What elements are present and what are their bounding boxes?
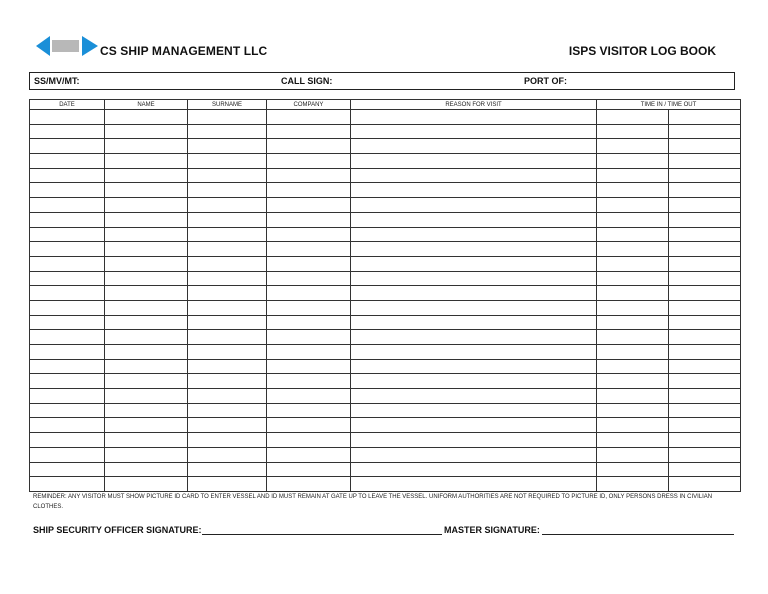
table-row [30, 286, 741, 301]
name-cell[interactable] [105, 462, 188, 477]
table-row [30, 124, 741, 139]
table-row [30, 462, 741, 477]
reason-cell[interactable] [351, 345, 597, 360]
ship-type-label: SS/MV/MT: [34, 76, 80, 86]
sso-signature-blank[interactable] [202, 525, 442, 535]
name-cell[interactable] [105, 168, 188, 183]
company-name: CS SHIP MANAGEMENT LLC [100, 44, 268, 58]
time-in-cell[interactable] [597, 256, 669, 271]
time-out-cell[interactable] [669, 256, 741, 271]
sso-signature-label: SHIP SECURITY OFFICER SIGNATURE: [33, 525, 202, 535]
time-in-cell[interactable] [597, 477, 669, 492]
time-out-cell[interactable] [669, 315, 741, 330]
name-cell[interactable] [105, 477, 188, 492]
reason-cell[interactable] [351, 403, 597, 418]
reason-cell[interactable] [351, 271, 597, 286]
surname-cell[interactable] [188, 212, 267, 227]
surname-cell[interactable] [188, 124, 267, 139]
date-cell[interactable] [30, 124, 105, 139]
company-cell[interactable] [267, 139, 351, 154]
company-cell[interactable] [267, 359, 351, 374]
time-out-cell[interactable] [669, 154, 741, 169]
date-cell[interactable] [30, 359, 105, 374]
col-name-header: NAME [105, 100, 188, 110]
col-date-header: DATE [30, 100, 105, 110]
visitor-log-table [29, 99, 741, 492]
table-row [30, 212, 741, 227]
company-cell[interactable] [267, 198, 351, 213]
time-out-cell[interactable] [669, 403, 741, 418]
time-out-cell[interactable] [669, 242, 741, 257]
date-cell[interactable] [30, 300, 105, 315]
col-time-header: TIME IN / TIME OUT [597, 100, 741, 110]
date-cell[interactable] [30, 212, 105, 227]
table-row [30, 447, 741, 462]
company-cell[interactable] [267, 183, 351, 198]
time-in-cell[interactable] [597, 227, 669, 242]
surname-cell[interactable] [188, 198, 267, 213]
time-in-cell[interactable] [597, 183, 669, 198]
surname-cell[interactable] [188, 242, 267, 257]
surname-cell[interactable] [188, 477, 267, 492]
name-cell[interactable] [105, 300, 188, 315]
time-out-cell[interactable] [669, 110, 741, 125]
surname-cell[interactable] [188, 315, 267, 330]
surname-cell[interactable] [188, 256, 267, 271]
company-cell[interactable] [267, 477, 351, 492]
time-out-cell[interactable] [669, 447, 741, 462]
name-cell[interactable] [105, 403, 188, 418]
date-cell[interactable] [30, 403, 105, 418]
reason-cell[interactable] [351, 447, 597, 462]
surname-cell[interactable] [188, 227, 267, 242]
date-cell[interactable] [30, 227, 105, 242]
name-cell[interactable] [105, 242, 188, 257]
company-cell[interactable] [267, 286, 351, 301]
time-out-cell[interactable] [669, 330, 741, 345]
reason-cell[interactable] [351, 374, 597, 389]
table-row [30, 110, 741, 125]
table-row [30, 183, 741, 198]
signature-line [33, 525, 734, 535]
col-company-header: COMPANY [267, 100, 351, 110]
company-cell[interactable] [267, 227, 351, 242]
name-cell[interactable] [105, 433, 188, 448]
table-row [30, 359, 741, 374]
logo-left-arrow [36, 36, 50, 56]
date-cell[interactable] [30, 154, 105, 169]
company-cell[interactable] [267, 242, 351, 257]
time-in-cell[interactable] [597, 418, 669, 433]
surname-cell[interactable] [188, 418, 267, 433]
date-cell[interactable] [30, 389, 105, 404]
name-cell[interactable] [105, 110, 188, 125]
surname-cell[interactable] [188, 403, 267, 418]
reason-cell[interactable] [351, 198, 597, 213]
name-cell[interactable] [105, 418, 188, 433]
company-cell[interactable] [267, 256, 351, 271]
date-cell[interactable] [30, 271, 105, 286]
name-cell[interactable] [105, 139, 188, 154]
date-cell[interactable] [30, 256, 105, 271]
call-sign-label: CALL SIGN: [281, 76, 333, 86]
company-cell[interactable] [267, 330, 351, 345]
company-cell[interactable] [267, 300, 351, 315]
time-in-cell[interactable] [597, 433, 669, 448]
time-in-cell[interactable] [597, 139, 669, 154]
date-cell[interactable] [30, 374, 105, 389]
reminder-note: REMINDER: ANY VISITOR MUST SHOW PICTURE ID CARD TO ENTER VESSEL AND ID MUST REMAIN AT GATE UP TO LEAVE THE VESSEL. UNIFORM AUTHORITIES ARE NOT REQUIRED TO PICTURE ID, ONLY PERSONS DRESS IN CIVILIAN CLOTHES. [33, 494, 713, 510]
date-cell[interactable] [30, 242, 105, 257]
table-row [30, 345, 741, 360]
time-out-cell[interactable] [669, 124, 741, 139]
time-in-cell[interactable] [597, 345, 669, 360]
time-in-cell[interactable] [597, 271, 669, 286]
time-in-cell[interactable] [597, 124, 669, 139]
time-in-cell[interactable] [597, 110, 669, 125]
date-cell[interactable] [30, 462, 105, 477]
time-out-cell[interactable] [669, 227, 741, 242]
name-cell[interactable] [105, 447, 188, 462]
time-out-cell[interactable] [669, 374, 741, 389]
surname-cell[interactable] [188, 183, 267, 198]
table-row [30, 330, 741, 345]
time-in-cell[interactable] [597, 359, 669, 374]
company-cell[interactable] [267, 374, 351, 389]
date-cell[interactable] [30, 330, 105, 345]
table-row [30, 154, 741, 169]
reason-cell[interactable] [351, 183, 597, 198]
table-header-row [30, 100, 741, 110]
reason-cell[interactable] [351, 242, 597, 257]
name-cell[interactable] [105, 359, 188, 374]
surname-cell[interactable] [188, 345, 267, 360]
time-out-cell[interactable] [669, 198, 741, 213]
surname-cell[interactable] [188, 286, 267, 301]
time-in-cell[interactable] [597, 242, 669, 257]
reason-cell[interactable] [351, 300, 597, 315]
time-in-cell[interactable] [597, 168, 669, 183]
reason-cell[interactable] [351, 330, 597, 345]
surname-cell[interactable] [188, 168, 267, 183]
company-cell[interactable] [267, 433, 351, 448]
name-cell[interactable] [105, 154, 188, 169]
name-cell[interactable] [105, 271, 188, 286]
company-cell[interactable] [267, 154, 351, 169]
table-row [30, 403, 741, 418]
company-cell[interactable] [267, 124, 351, 139]
port-of-label: PORT OF: [524, 76, 567, 86]
time-out-cell[interactable] [669, 359, 741, 374]
reason-cell[interactable] [351, 286, 597, 301]
time-out-cell[interactable] [669, 389, 741, 404]
reason-cell[interactable] [351, 154, 597, 169]
table-row [30, 227, 741, 242]
col-reason-header: REASON FOR VISIT [351, 100, 597, 110]
surname-cell[interactable] [188, 139, 267, 154]
time-in-cell[interactable] [597, 300, 669, 315]
reason-cell[interactable] [351, 477, 597, 492]
date-cell[interactable] [30, 477, 105, 492]
time-in-cell[interactable] [597, 154, 669, 169]
time-out-cell[interactable] [669, 168, 741, 183]
surname-cell[interactable] [188, 359, 267, 374]
table-row [30, 300, 741, 315]
table-row [30, 389, 741, 404]
surname-cell[interactable] [188, 300, 267, 315]
table-row [30, 418, 741, 433]
reason-cell[interactable] [351, 110, 597, 125]
surname-cell[interactable] [188, 447, 267, 462]
date-cell[interactable] [30, 286, 105, 301]
date-cell[interactable] [30, 315, 105, 330]
date-cell[interactable] [30, 447, 105, 462]
reason-cell[interactable] [351, 227, 597, 242]
surname-cell[interactable] [188, 330, 267, 345]
vessel-info-box [29, 72, 735, 90]
surname-cell[interactable] [188, 389, 267, 404]
reason-cell[interactable] [351, 433, 597, 448]
company-logo-icon [36, 36, 98, 56]
surname-cell[interactable] [188, 374, 267, 389]
surname-cell[interactable] [188, 154, 267, 169]
company-cell[interactable] [267, 403, 351, 418]
date-cell[interactable] [30, 433, 105, 448]
company-cell[interactable] [267, 271, 351, 286]
surname-cell[interactable] [188, 433, 267, 448]
name-cell[interactable] [105, 286, 188, 301]
time-in-cell[interactable] [597, 212, 669, 227]
reason-cell[interactable] [351, 212, 597, 227]
table-row [30, 198, 741, 213]
name-cell[interactable] [105, 198, 188, 213]
company-cell[interactable] [267, 345, 351, 360]
table-row [30, 315, 741, 330]
reason-cell[interactable] [351, 256, 597, 271]
reason-cell[interactable] [351, 462, 597, 477]
table-row [30, 433, 741, 448]
name-cell[interactable] [105, 227, 188, 242]
name-cell[interactable] [105, 374, 188, 389]
surname-cell[interactable] [188, 271, 267, 286]
reason-cell[interactable] [351, 124, 597, 139]
date-cell[interactable] [30, 183, 105, 198]
col-surname-header: SURNAME [188, 100, 267, 110]
name-cell[interactable] [105, 212, 188, 227]
table-body [30, 110, 741, 492]
company-cell[interactable] [267, 389, 351, 404]
table-row [30, 168, 741, 183]
logo-center-block [52, 40, 79, 52]
time-in-cell[interactable] [597, 462, 669, 477]
company-cell[interactable] [267, 212, 351, 227]
time-out-cell[interactable] [669, 183, 741, 198]
time-out-cell[interactable] [669, 477, 741, 492]
time-in-cell[interactable] [597, 374, 669, 389]
name-cell[interactable] [105, 330, 188, 345]
reason-cell[interactable] [351, 168, 597, 183]
table-row [30, 477, 741, 492]
time-in-cell[interactable] [597, 403, 669, 418]
time-out-cell[interactable] [669, 433, 741, 448]
company-cell[interactable] [267, 462, 351, 477]
table-row [30, 271, 741, 286]
reason-cell[interactable] [351, 359, 597, 374]
name-cell[interactable] [105, 389, 188, 404]
table-row [30, 242, 741, 257]
reason-cell[interactable] [351, 315, 597, 330]
time-in-cell[interactable] [597, 389, 669, 404]
company-cell[interactable] [267, 447, 351, 462]
time-out-cell[interactable] [669, 286, 741, 301]
date-cell[interactable] [30, 139, 105, 154]
time-out-cell[interactable] [669, 300, 741, 315]
company-cell[interactable] [267, 418, 351, 433]
name-cell[interactable] [105, 183, 188, 198]
table-row [30, 374, 741, 389]
time-out-cell[interactable] [669, 345, 741, 360]
date-cell[interactable] [30, 168, 105, 183]
time-out-cell[interactable] [669, 418, 741, 433]
company-cell[interactable] [267, 110, 351, 125]
time-in-cell[interactable] [597, 198, 669, 213]
reason-cell[interactable] [351, 418, 597, 433]
time-out-cell[interactable] [669, 462, 741, 477]
document-title: ISPS VISITOR LOG BOOK [568, 44, 716, 58]
date-cell[interactable] [30, 345, 105, 360]
time-out-cell[interactable] [669, 212, 741, 227]
name-cell[interactable] [105, 345, 188, 360]
master-signature-label: MASTER SIGNATURE: [444, 525, 540, 535]
reason-cell[interactable] [351, 139, 597, 154]
time-in-cell[interactable] [597, 330, 669, 345]
table-row [30, 256, 741, 271]
name-cell[interactable] [105, 256, 188, 271]
time-out-cell[interactable] [669, 271, 741, 286]
reason-cell[interactable] [351, 389, 597, 404]
date-cell[interactable] [30, 110, 105, 125]
date-cell[interactable] [30, 418, 105, 433]
surname-cell[interactable] [188, 462, 267, 477]
surname-cell[interactable] [188, 110, 267, 125]
company-cell[interactable] [267, 315, 351, 330]
time-in-cell[interactable] [597, 315, 669, 330]
logo-right-arrow [82, 36, 98, 56]
table-row [30, 139, 741, 154]
date-cell[interactable] [30, 198, 105, 213]
time-in-cell[interactable] [597, 447, 669, 462]
master-signature-blank[interactable] [542, 525, 734, 535]
name-cell[interactable] [105, 315, 188, 330]
time-out-cell[interactable] [669, 139, 741, 154]
name-cell[interactable] [105, 124, 188, 139]
time-in-cell[interactable] [597, 286, 669, 301]
company-cell[interactable] [267, 168, 351, 183]
